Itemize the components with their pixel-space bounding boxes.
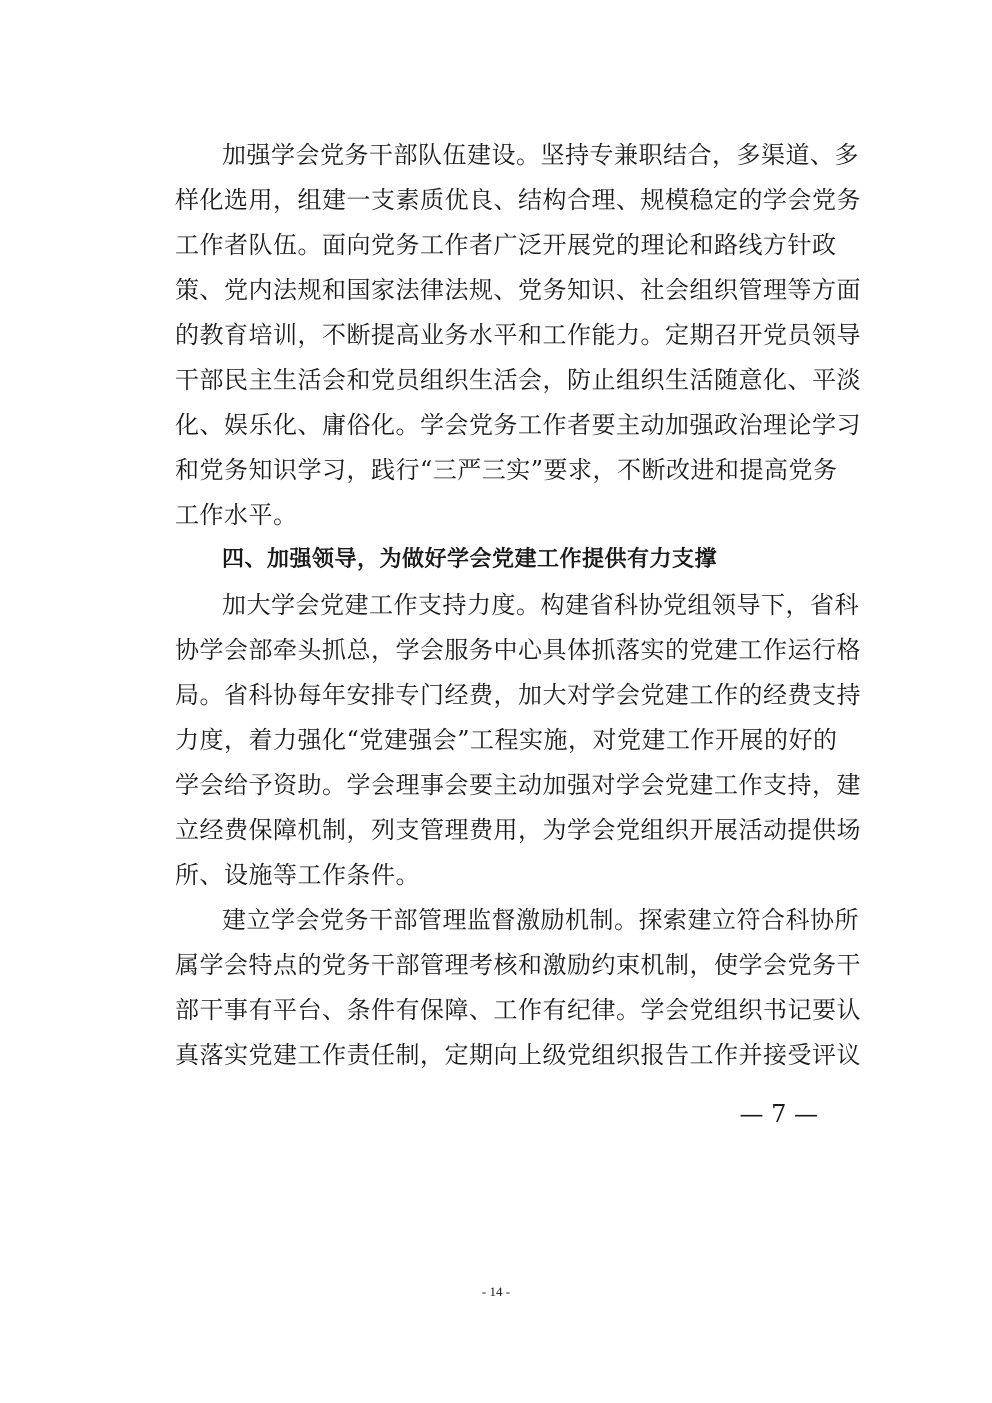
page-number: — 7 —: [739, 1100, 818, 1128]
paragraph-line: 样化选用，组建一支素质优良、结构合理、规模稳定的学会党务: [175, 186, 861, 214]
paragraph-line: 学会给予资助。学会理事会要主动加强对学会党建工作支持，建: [175, 771, 861, 799]
paragraph-line: 属学会特点的党务干部管理考核和激励约束机制，使学会党务干: [175, 951, 861, 979]
paragraph-line: 加强学会党务干部队伍建设。坚持专兼职结合，多渠道、多: [222, 141, 859, 169]
paragraph-line: 干部民主生活会和党员组织生活会，防止组织生活随意化、平淡: [175, 366, 861, 394]
paragraph-line: 协学会部牵头抓总，学会服务中心具体抓落实的党建工作运行格: [175, 636, 861, 664]
paragraph-line: 工作者队伍。面向党务工作者广泛开展党的理论和路线方针政: [175, 231, 837, 259]
sheet-number: - 14 -: [481, 1284, 511, 1299]
paragraph-line: 策、党内法规和国家法律法规、党务知识、社会组织管理等方面: [175, 276, 861, 304]
paragraph-line: 局。省科协每年安排专门经费，加大对学会党建工作的经费支持: [175, 681, 861, 709]
paragraph-line: 部干事有平台、条件有保障、工作有纪律。学会党组织书记要认: [175, 996, 861, 1024]
paragraph-line: 化、娱乐化、庸俗化。学会党务工作者要主动加强政治理论学习: [175, 411, 861, 439]
paragraph-line: 和党务知识学习，践行“三严三实”要求，不断改进和提高党务: [175, 456, 838, 484]
paragraph-line: 的教育培训，不断提高业务水平和工作能力。定期召开党员领导: [175, 321, 861, 349]
paragraph-line: 立经费保障机制，列支管理费用，为学会党组织开展活动提供场: [175, 816, 861, 844]
paragraph-line: 建立学会党务干部管理监督激励机制。探索建立符合科协所: [222, 906, 859, 934]
paragraph-line: 所、设施等工作条件。: [175, 861, 420, 889]
paragraph-line: 工作水平。: [175, 501, 298, 529]
paragraph-line: 真落实党建工作责任制，定期向上级党组织报告工作并接受评议: [175, 1041, 861, 1069]
paragraph-line: 力度，着力强化“党建强会”工程实施，对党建工作开展的好的: [175, 726, 838, 754]
paragraph-line: 加大学会党建工作支持力度。构建省科协党组领导下，省科: [222, 591, 859, 619]
section-heading: 四、加强领导，为做好学会党建工作提供有力支撑: [222, 547, 718, 572]
